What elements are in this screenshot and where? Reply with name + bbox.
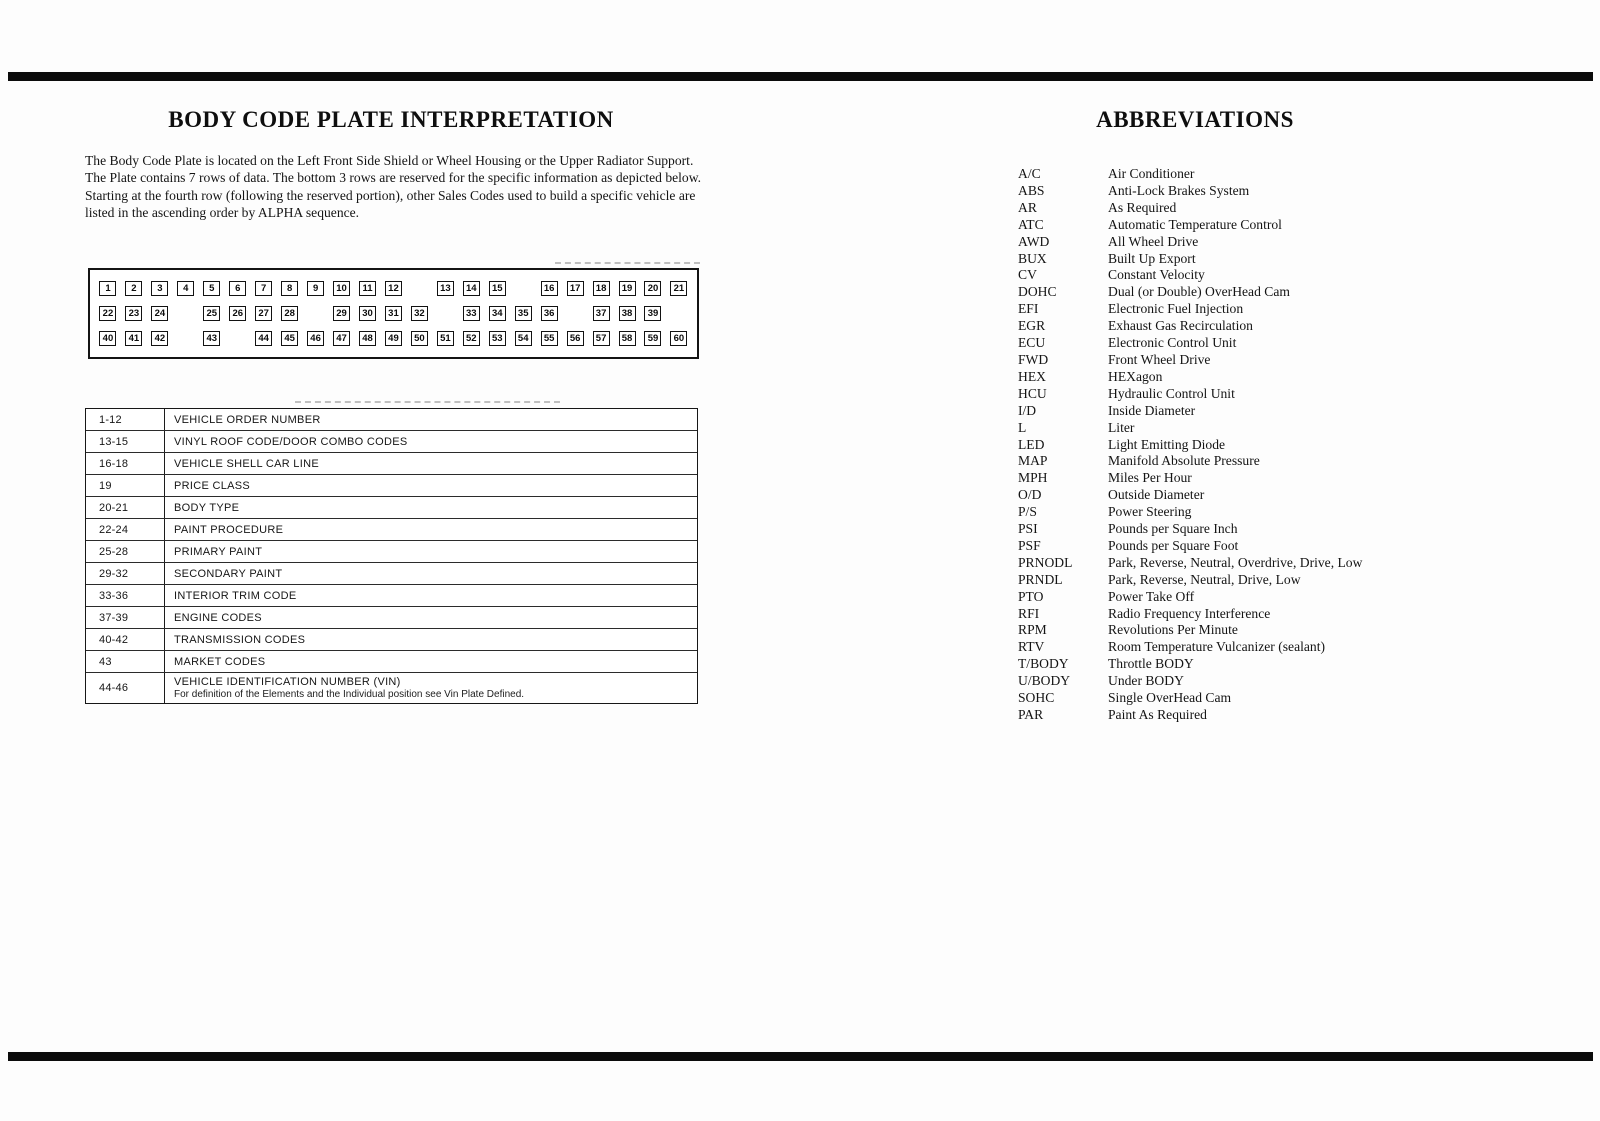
abbreviation-meaning: Pounds per Square Foot [1108, 537, 1239, 553]
table-row [86, 629, 697, 651]
abbreviation-row [1018, 656, 1488, 673]
plate-position-box: 28 [281, 306, 298, 321]
plate-position-box: 32 [411, 306, 428, 321]
position-range-cell: 40-42 [86, 629, 165, 650]
plate-slot [95, 330, 121, 346]
plate-slot [484, 306, 510, 322]
plate-slot [588, 306, 614, 322]
position-range-cell: 22-24 [86, 519, 165, 540]
abbreviation-meaning: Power Take Off [1108, 588, 1195, 604]
abbreviation-row [1018, 504, 1488, 521]
description-label: PAINT PROCEDURE [174, 523, 284, 536]
code-ranges-table [85, 408, 698, 704]
plate-position-box: 47 [333, 331, 350, 346]
abbreviations-title: ABBREVIATIONS [1096, 107, 1294, 132]
plate-position-box: 45 [281, 331, 298, 346]
abbreviation-code: PRNDL [1018, 571, 1063, 587]
abbreviation-meaning: Revolutions Per Minute [1108, 622, 1238, 638]
plate-position-box: 5 [203, 281, 220, 296]
table-row [86, 409, 697, 431]
plate-position-box: 49 [385, 331, 402, 346]
plate-slot [121, 281, 147, 297]
plate-position-box: 2 [125, 281, 142, 296]
abbreviation-code: PTO [1018, 588, 1044, 604]
abbreviation-code: ECU [1018, 335, 1046, 351]
abbreviation-code: O/D [1018, 487, 1042, 503]
abbreviation-meaning: Liter [1108, 419, 1135, 435]
plate-slot [199, 330, 225, 346]
abbreviation-row [1018, 453, 1488, 470]
plate-slot [225, 281, 251, 297]
description-label: VEHICLE IDENTIFICATION NUMBER (VIN) [174, 676, 401, 688]
abbreviation-row [1018, 251, 1488, 268]
plate-position-box: 44 [255, 331, 272, 346]
abbreviation-row [1018, 589, 1488, 606]
abbreviation-row [1018, 420, 1488, 437]
abbreviation-meaning: Inside Diameter [1108, 402, 1196, 418]
description-cell [165, 673, 697, 703]
plate-slot [95, 306, 121, 322]
plate-position-box: 14 [463, 281, 480, 296]
plate-position-box: 6 [229, 281, 246, 296]
abbreviation-meaning: Room Temperature Vulcanizer (sealant) [1108, 639, 1326, 655]
plate-position-box: 55 [541, 331, 558, 346]
description-note: For definition of the Elements and the Individual position see Vin Plate Defined. [174, 689, 525, 700]
abbreviation-code: MAP [1018, 453, 1048, 469]
description-label: VINYL ROOF CODE/DOOR COMBO CODES [174, 435, 408, 448]
abbreviation-code: PSF [1018, 537, 1041, 553]
plate-position-box: 54 [515, 331, 532, 346]
abbreviation-row [1018, 386, 1488, 403]
plate-slot [355, 281, 381, 297]
intro-paragraph: The Body Code Plate is located on the Left Front Side Shield or Wheel Housing or the Upper Radiator Support. The Plate contains 7 rows of data. The bottom 3 rows are reserved for the specific information as depicted below. Starting at the fourth row (following the reserved portion), other Sales Codes used to build a specific vehicle are listed in the ascending order by ALPHA sequence. [85, 153, 702, 221]
table-row [86, 431, 697, 453]
plate-position-box: 26 [229, 306, 246, 321]
plate-position-box: 3 [151, 281, 168, 296]
plate-position-box: 36 [541, 306, 558, 321]
abbreviation-row [1018, 267, 1488, 284]
plate-slot [329, 330, 355, 346]
description-label: VEHICLE ORDER NUMBER [174, 413, 321, 426]
table-row [86, 453, 697, 475]
plate-slot [199, 306, 225, 322]
top-rule [8, 72, 1593, 81]
plate-slot [173, 281, 199, 297]
description-label: INTERIOR TRIM CODE [174, 589, 297, 602]
plate-position-box: 27 [255, 306, 272, 321]
abbreviation-code: P/S [1018, 504, 1037, 520]
plate-slot [355, 306, 381, 322]
plate-position-box: 58 [619, 331, 636, 346]
plate-slot [355, 330, 381, 346]
plate-position-box: 18 [593, 281, 610, 296]
plate-slot [147, 281, 173, 297]
description-label: PRIMARY PAINT [174, 545, 263, 558]
abbreviation-meaning: Park, Reverse, Neutral, Overdrive, Drive, Low [1108, 554, 1363, 570]
plate-slot [380, 306, 406, 322]
plate-slot [614, 281, 640, 297]
description-label: VEHICLE SHELL CAR LINE [174, 457, 319, 470]
plate-position-box: 23 [125, 306, 142, 321]
abbreviation-row [1018, 538, 1488, 555]
plate-position-box: 21 [670, 281, 687, 296]
plate-position-box: 10 [333, 281, 350, 296]
abbreviation-row [1018, 217, 1488, 234]
plate-position-box: 38 [619, 306, 636, 321]
plate-position-box: 31 [385, 306, 402, 321]
abbreviation-row [1018, 234, 1488, 251]
table-row [86, 497, 697, 519]
description-cell [165, 431, 697, 452]
abbreviation-meaning: Front Wheel Drive [1108, 351, 1211, 367]
plate-slot [225, 306, 251, 322]
abbreviation-meaning: Pounds per Square Inch [1108, 521, 1238, 537]
plate-slot [484, 330, 510, 346]
plate-position-box: 37 [593, 306, 610, 321]
abbreviation-code: DOHC [1018, 284, 1057, 300]
abbreviation-code: FWD [1018, 351, 1049, 367]
plate-position-box: 13 [437, 281, 454, 296]
abbreviation-meaning: Throttle BODY [1108, 656, 1194, 672]
abbreviation-row [1018, 166, 1488, 183]
plate-slot [666, 306, 692, 322]
abbreviation-meaning: As Required [1108, 199, 1177, 215]
body-code-plate [88, 268, 699, 359]
abbreviation-row [1018, 555, 1488, 572]
abbreviation-row [1018, 335, 1488, 352]
abbreviation-code: U/BODY [1018, 673, 1071, 689]
plate-slot [536, 281, 562, 297]
abbreviation-meaning: Power Steering [1108, 504, 1192, 520]
plate-position-box: 15 [489, 281, 506, 296]
plate-slot [303, 330, 329, 346]
abbreviation-code: EGR [1018, 318, 1046, 334]
plate-position-box: 33 [463, 306, 480, 321]
description-cell [165, 519, 697, 540]
abbreviation-meaning: Constant Velocity [1108, 267, 1205, 283]
abbreviation-meaning: HEXagon [1108, 368, 1163, 384]
plate-slot [173, 306, 199, 322]
plate-position-box: 34 [489, 306, 506, 321]
plate-position-box: 4 [177, 281, 194, 296]
abbreviation-row [1018, 301, 1488, 318]
plate-position-box: 22 [99, 306, 116, 321]
abbreviation-row [1018, 487, 1488, 504]
table-row [86, 519, 697, 541]
bottom-rule [8, 1052, 1593, 1061]
plate-position-box: 20 [644, 281, 661, 296]
position-range-cell: 20-21 [86, 497, 165, 518]
plate-row-2 [95, 306, 692, 322]
abbreviation-code: RTV [1018, 639, 1045, 655]
abbreviation-code: RFI [1018, 605, 1040, 621]
description-cell [165, 629, 697, 650]
plate-position-box: 17 [567, 281, 584, 296]
plate-slot [329, 281, 355, 297]
abbreviation-meaning: Single OverHead Cam [1108, 690, 1232, 706]
abbreviation-row [1018, 572, 1488, 589]
abbreviation-meaning: Air Conditioner [1108, 166, 1195, 181]
position-range-cell: 19 [86, 475, 165, 496]
description-label: TRANSMISSION CODES [174, 633, 306, 646]
scan-artifact [555, 262, 700, 264]
plate-slot [251, 330, 277, 346]
plate-slot [458, 306, 484, 322]
plate-position-box: 39 [644, 306, 661, 321]
plate-position-box: 53 [489, 331, 506, 346]
abbreviation-code: PRNODL [1018, 554, 1073, 570]
plate-position-box: 12 [385, 281, 402, 296]
description-label: ENGINE CODES [174, 611, 262, 624]
abbreviation-row [1018, 183, 1488, 200]
abbreviation-meaning: Manifold Absolute Pressure [1108, 453, 1260, 469]
plate-slot [147, 306, 173, 322]
abbreviation-code: A/C [1018, 166, 1041, 181]
plate-slot [277, 306, 303, 322]
abbreviation-code: RPM [1018, 622, 1047, 638]
description-cell [165, 563, 697, 584]
abbreviation-code: HEX [1018, 368, 1046, 384]
abbreviation-code: AWD [1018, 233, 1050, 249]
plate-slot [458, 281, 484, 297]
description-cell [165, 453, 697, 474]
abbreviation-row [1018, 369, 1488, 386]
plate-slot [406, 306, 432, 322]
plate-slot [225, 330, 251, 346]
plate-position-box: 40 [99, 331, 116, 346]
position-range-cell: 37-39 [86, 607, 165, 628]
plate-slot [588, 330, 614, 346]
abbreviation-row [1018, 470, 1488, 487]
abbreviation-meaning: Outside Diameter [1108, 487, 1205, 503]
plate-position-box: 24 [151, 306, 168, 321]
plate-position-box: 42 [151, 331, 168, 346]
abbreviation-meaning: Paint As Required [1108, 707, 1207, 722]
abbreviation-row [1018, 352, 1488, 369]
description-label: BODY TYPE [174, 501, 240, 514]
position-range-cell: 1-12 [86, 409, 165, 430]
plate-slot [666, 330, 692, 346]
plate-slot [432, 306, 458, 322]
plate-slot [121, 306, 147, 322]
plate-slot [147, 330, 173, 346]
abbreviation-meaning: Exhaust Gas Recirculation [1108, 318, 1253, 334]
plate-slot [614, 306, 640, 322]
abbreviation-code: BUX [1018, 250, 1047, 266]
plate-slot [95, 281, 121, 297]
plate-position-box: 48 [359, 331, 376, 346]
abbreviation-row [1018, 284, 1488, 301]
plate-slot [458, 330, 484, 346]
plate-position-box: 9 [307, 281, 324, 296]
plate-position-box: 50 [411, 331, 428, 346]
plate-slot [251, 306, 277, 322]
plate-slot [510, 306, 536, 322]
abbreviation-code: LED [1018, 436, 1045, 452]
plate-position-box: 1 [99, 281, 116, 296]
plate-slot [432, 330, 458, 346]
abbreviation-row [1018, 403, 1488, 420]
plate-slot [277, 281, 303, 297]
abbreviation-meaning: Under BODY [1108, 673, 1184, 689]
plate-slot [510, 281, 536, 297]
table-row [86, 563, 697, 585]
abbreviation-meaning: All Wheel Drive [1108, 233, 1199, 249]
table-row [86, 585, 697, 607]
abbreviation-meaning: Hydraulic Control Unit [1108, 385, 1235, 401]
abbreviation-meaning: Anti-Lock Brakes System [1108, 182, 1250, 198]
abbreviation-row [1018, 690, 1488, 707]
plate-slot [640, 330, 666, 346]
plate-slot [380, 330, 406, 346]
plate-position-box: 60 [670, 331, 687, 346]
plate-position-box: 43 [203, 331, 220, 346]
table-row [86, 651, 697, 673]
plate-slot [303, 306, 329, 322]
abbreviation-meaning: Park, Reverse, Neutral, Drive, Low [1108, 571, 1301, 587]
description-label: SECONDARY PAINT [174, 567, 283, 580]
abbreviation-code: I/D [1018, 402, 1037, 418]
position-range-cell: 13-15 [86, 431, 165, 452]
abbreviation-code: ATC [1018, 216, 1044, 232]
plate-slot [173, 330, 199, 346]
plate-position-box: 30 [359, 306, 376, 321]
plate-slot [562, 281, 588, 297]
plate-row-1 [95, 281, 692, 297]
page-title: BODY CODE PLATE INTERPRETATION [168, 107, 614, 132]
plate-slot [640, 306, 666, 322]
description-cell [165, 585, 697, 606]
plate-position-box: 7 [255, 281, 272, 296]
description-cell [165, 607, 697, 628]
position-range-cell: 43 [86, 651, 165, 672]
plate-position-box: 16 [541, 281, 558, 296]
plate-slot [199, 281, 225, 297]
description-cell [165, 541, 697, 562]
plate-slot [562, 330, 588, 346]
plate-slot [510, 330, 536, 346]
abbreviation-code: CV [1018, 267, 1037, 283]
abbreviation-row [1018, 200, 1488, 217]
abbreviation-meaning: Radio Frequency Interference [1108, 605, 1271, 621]
plate-slot [406, 330, 432, 346]
abbreviation-code: PAR [1018, 707, 1044, 722]
plate-position-box: 52 [463, 331, 480, 346]
plate-slot [329, 306, 355, 322]
abbreviation-code: AR [1018, 199, 1037, 215]
plate-slot [251, 281, 277, 297]
plate-slot [562, 306, 588, 322]
description-label: MARKET CODES [174, 655, 266, 668]
table-row [86, 673, 697, 703]
abbreviation-meaning: Built Up Export [1108, 250, 1196, 266]
abbreviation-row [1018, 606, 1488, 623]
abbreviation-meaning: Miles Per Hour [1108, 470, 1192, 486]
position-range-cell: 29-32 [86, 563, 165, 584]
plate-slot [277, 330, 303, 346]
abbreviation-row [1018, 639, 1488, 656]
plate-position-box: 51 [437, 331, 454, 346]
plate-position-box: 35 [515, 306, 532, 321]
plate-slot [640, 281, 666, 297]
abbreviation-meaning: Electronic Fuel Injection [1108, 301, 1244, 317]
plate-slot [536, 330, 562, 346]
plate-slot [484, 281, 510, 297]
plate-position-box: 59 [644, 331, 661, 346]
abbreviation-row [1018, 318, 1488, 335]
plate-position-box: 11 [359, 281, 376, 296]
abbreviation-row [1018, 707, 1488, 724]
description-cell [165, 409, 697, 430]
plate-position-box: 57 [593, 331, 610, 346]
table-row [86, 541, 697, 563]
abbreviation-row [1018, 437, 1488, 454]
description-label: PRICE CLASS [174, 479, 251, 492]
abbreviation-code: T/BODY [1018, 656, 1069, 672]
abbreviations-list [1018, 166, 1488, 724]
table-row [86, 475, 697, 497]
abbreviation-meaning: Dual (or Double) OverHead Cam [1108, 284, 1290, 300]
plate-slot [380, 281, 406, 297]
table-row [86, 607, 697, 629]
scan-artifact [295, 401, 560, 403]
plate-slot [666, 281, 692, 297]
abbreviation-meaning: Light Emitting Diode [1108, 436, 1226, 452]
plate-slot [432, 281, 458, 297]
abbreviation-row [1018, 521, 1488, 538]
plate-slot [303, 281, 329, 297]
position-range-cell: 44-46 [86, 673, 165, 703]
plate-slot [406, 281, 432, 297]
abbreviation-code: MPH [1018, 470, 1048, 486]
abbreviation-code: SOHC [1018, 690, 1055, 706]
plate-position-box: 8 [281, 281, 298, 296]
position-range-cell: 25-28 [86, 541, 165, 562]
plate-position-box: 46 [307, 331, 324, 346]
plate-row-3 [95, 330, 692, 346]
description-cell [165, 475, 697, 496]
abbreviation-code: EFI [1018, 301, 1039, 317]
description-cell [165, 497, 697, 518]
abbreviation-code: PSI [1018, 521, 1038, 537]
plate-position-box: 41 [125, 331, 142, 346]
abbreviation-code: L [1018, 419, 1027, 435]
plate-position-box: 29 [333, 306, 350, 321]
plate-position-box: 56 [567, 331, 584, 346]
plate-slot [536, 306, 562, 322]
plate-slot [121, 330, 147, 346]
abbreviation-meaning: Electronic Control Unit [1108, 335, 1237, 351]
abbreviation-row [1018, 622, 1488, 639]
abbreviation-code: ABS [1018, 182, 1045, 198]
position-range-cell: 16-18 [86, 453, 165, 474]
description-cell [165, 651, 697, 672]
abbreviation-row [1018, 673, 1488, 690]
plate-slot [614, 330, 640, 346]
abbreviation-code: HCU [1018, 385, 1047, 401]
plate-slot [588, 281, 614, 297]
plate-position-box: 25 [203, 306, 220, 321]
position-range-cell: 33-36 [86, 585, 165, 606]
plate-position-box: 19 [619, 281, 636, 296]
abbreviation-meaning: Automatic Temperature Control [1108, 216, 1282, 232]
